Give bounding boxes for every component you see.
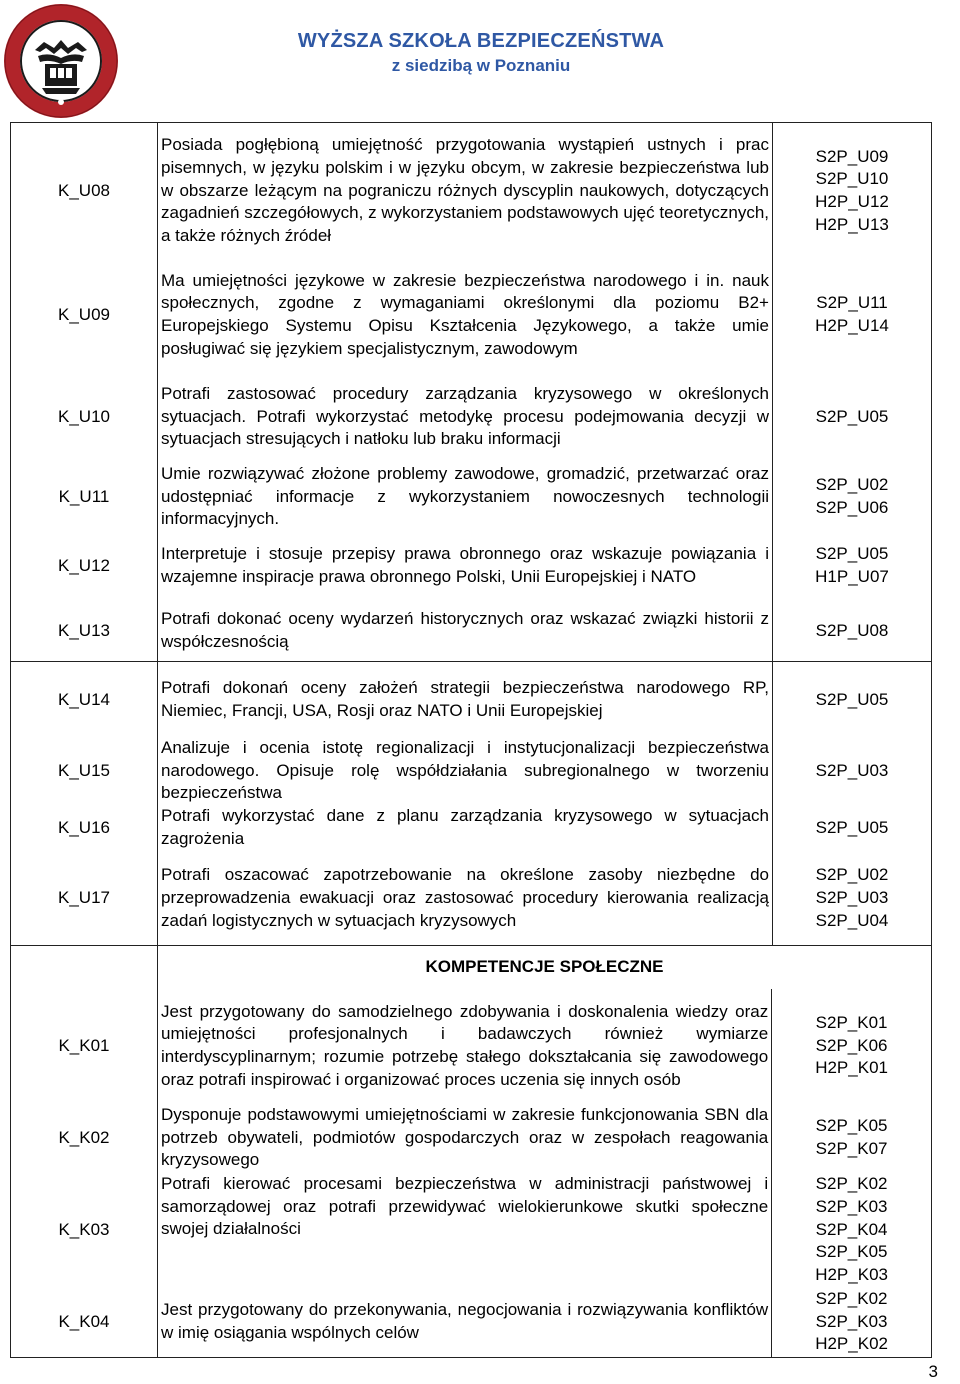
outcome-description: Dysponuje podstawowymi umiejętnościami w zakresie funkcjonowania SBN dla potrzeb obywateli, podmiotów gospodarczych oraz w zespołach reagowania kryzysowego <box>161 1104 769 1170</box>
outcome-description: Potrafi kierować procesami bezpieczeństwa w administracji państwowej i samorządowej oraz potrafi przewidywać wielokierunkowe skutki społeczne swojej działalności <box>161 1174 769 1239</box>
outcome-code: K_K01 <box>58 1035 110 1055</box>
table-group-row <box>11 662 932 946</box>
reference-code: H2P_K01 <box>815 1058 888 1078</box>
reference-code: S2P_U04 <box>815 910 889 930</box>
reference-column <box>773 123 932 662</box>
reference-code: H2P_K02 <box>815 1334 888 1354</box>
outcome-code: K_U13 <box>58 620 110 640</box>
outcome-code: K_U17 <box>58 888 110 908</box>
reference-code: S2P_K04 <box>815 1219 888 1239</box>
reference-code: S2P_U11 <box>816 293 888 313</box>
outcome-description: Potrafi dokonań oceny założeń strategii bezpieczeństwa narodowego RP, Niemiec, Francji, USA, Rosji oraz NATO i Unii Europejskiej <box>161 678 769 720</box>
reference-code: H2P_K03 <box>815 1265 888 1285</box>
reference-code: S2P_U05 <box>815 406 889 426</box>
reference-code: S2P_U05 <box>815 689 889 709</box>
outcome-description: Potrafi dokonać oceny wydarzeń historycznych oraz wskazać związki historii z współczesnością <box>161 609 769 651</box>
reference-code: H2P_U12 <box>815 192 889 211</box>
reference-code: S2P_U03 <box>815 888 889 908</box>
learning-outcomes-table <box>10 122 932 1358</box>
reference-code: S2P_U08 <box>815 620 889 640</box>
description-column <box>158 123 773 662</box>
outcome-description: Posiada pogłębioną umiejętność przygotowania wystąpień ustnych i prac pisemnych, w języku polskim i w języku obcym, w zakresie bezpieczeństwa lub w obszarze leżącym na pograniczu różnych dyscyplin naukowych, dotyczących zagadnień szczegółowych, z wykorzystaniem podstawowych ujęć teoretycznych, a także różnych źródeł <box>161 135 769 246</box>
outcome-code: K_U10 <box>58 406 110 426</box>
outcome-code: K_U14 <box>58 689 110 709</box>
reference-code: S2P_K05 <box>815 1116 888 1136</box>
outcome-description: Potrafi oszacować zapotrzebowanie na określone zasoby niezbędne do przeprowadzenia ewakuacji oraz zastosować procedury kierowania realizacją zadań logistycznych w sytuacjach kryzysowych <box>161 865 769 930</box>
reference-code: S2P_K05 <box>815 1242 888 1262</box>
reference-code: S2P_K02 <box>815 1174 888 1194</box>
competences-section <box>158 946 932 1358</box>
institution-seat: z siedzibą w Poznaniu <box>391 56 571 75</box>
section-title: KOMPETENCJE SPOŁECZNE <box>425 957 664 977</box>
reference-code: H2P_U14 <box>815 316 889 335</box>
outcome-description: Potrafi wykorzystać dane z planu zarządzania kryzysowego w sytuacjach zagrożenia <box>161 806 769 848</box>
table-group-row <box>11 123 932 662</box>
university-seal-logo <box>2 2 120 120</box>
page-header <box>0 0 960 112</box>
outcome-description: Jest przygotowany do samodzielnego zdobywania i doskonalenia wiedzy oraz umiejętności profesjonalnych i badawczych również wymiarze interdyscyplinarnym; rozumie potrzebę stałego dokształcania się zawodowego oraz potrafi inspirować i organizować proces uczenia się innych osób <box>161 1001 769 1089</box>
reference-code: H1P_U07 <box>815 567 889 586</box>
outcome-code: K_K02 <box>58 1127 110 1147</box>
reference-code: S2P_K03 <box>815 1196 888 1216</box>
institution-name: WYŻSZA SZKOŁA BEZPIECZEŃSTWA <box>297 30 665 52</box>
outcome-code: K_U12 <box>58 555 110 575</box>
code-column <box>11 123 158 662</box>
reference-code: S2P_U05 <box>815 544 889 564</box>
outcome-description: Interpretuje i stosuje przepisy prawa obronnego oraz wskazuje powiązania i wzajemne inspiracje prawa obronnego Polski, Unii Europejskiej i NATO <box>161 544 769 586</box>
outcome-code: K_U08 <box>58 180 110 200</box>
reference-code: H2P_U13 <box>815 214 889 234</box>
reference-code: S2P_U02 <box>815 865 889 885</box>
table-group-row <box>11 946 932 1358</box>
reference-code: S2P_U05 <box>815 817 889 837</box>
description-column <box>158 662 773 946</box>
reference-code: S2P_U02 <box>815 475 889 495</box>
outcome-description: Jest przygotowany do przekonywania, negocjowania i rozwiązywania konfliktów w imię osiągania wspólnych celów <box>161 1300 769 1342</box>
reference-code: S2P_K07 <box>815 1139 888 1158</box>
outcome-description: Analizuje i ocenia istotę regionalizacji i instytucjonalizacji bezpieczeństwa narodowego. Opisuje rolę współdziałania subregionalnego w tworzeniu bezpieczeństwa <box>161 737 769 803</box>
code-column <box>11 662 158 946</box>
outcome-code: K_K03 <box>58 1219 110 1239</box>
outcome-code: K_U15 <box>58 760 110 780</box>
outcome-code: K_U11 <box>58 486 110 506</box>
code-column <box>11 946 158 1358</box>
outcome-code: K_K04 <box>58 1311 110 1331</box>
reference-code: S2P_K01 <box>815 1012 888 1032</box>
page-number: 3 <box>928 1362 938 1381</box>
outcome-description: Umie rozwiązywać złożone problemy zawodowe, gromadzić, przetwarzać oraz udostępniać informacje z wykorzystaniem nowoczesnych technologii informacyjnych. <box>161 463 769 529</box>
outcome-code: K_U09 <box>58 304 110 324</box>
reference-code: S2P_U10 <box>815 169 889 189</box>
reference-code: S2P_K03 <box>815 1311 888 1331</box>
outcome-description: Ma umiejętności językowe w zakresie bezpieczeństwa narodowego i in. nauk społecznych, zgodne z wymaganiami określonymi dla poziomu B2+ Europejskiego Systemu Opisu Kształcenia Językowego, a także umie posługiwać się językiem specjalistycznym, zawodowym <box>161 270 769 358</box>
reference-code: S2P_K06 <box>815 1035 888 1055</box>
outcome-description: Potrafi zastosować procedury zarządzania kryzysowego w określonych sytuacjach. Potrafi wykorzystać metodykę procesu podejmowania decyzji w sytuacjach stresujących i natłoku lub braku informacji <box>161 383 769 449</box>
outcome-code: K_U16 <box>58 817 110 837</box>
reference-code: S2P_U06 <box>815 498 889 517</box>
reference-code: S2P_U09 <box>815 146 889 166</box>
reference-column <box>773 662 932 946</box>
reference-code: S2P_K02 <box>815 1288 888 1308</box>
reference-code: S2P_U03 <box>815 760 889 780</box>
